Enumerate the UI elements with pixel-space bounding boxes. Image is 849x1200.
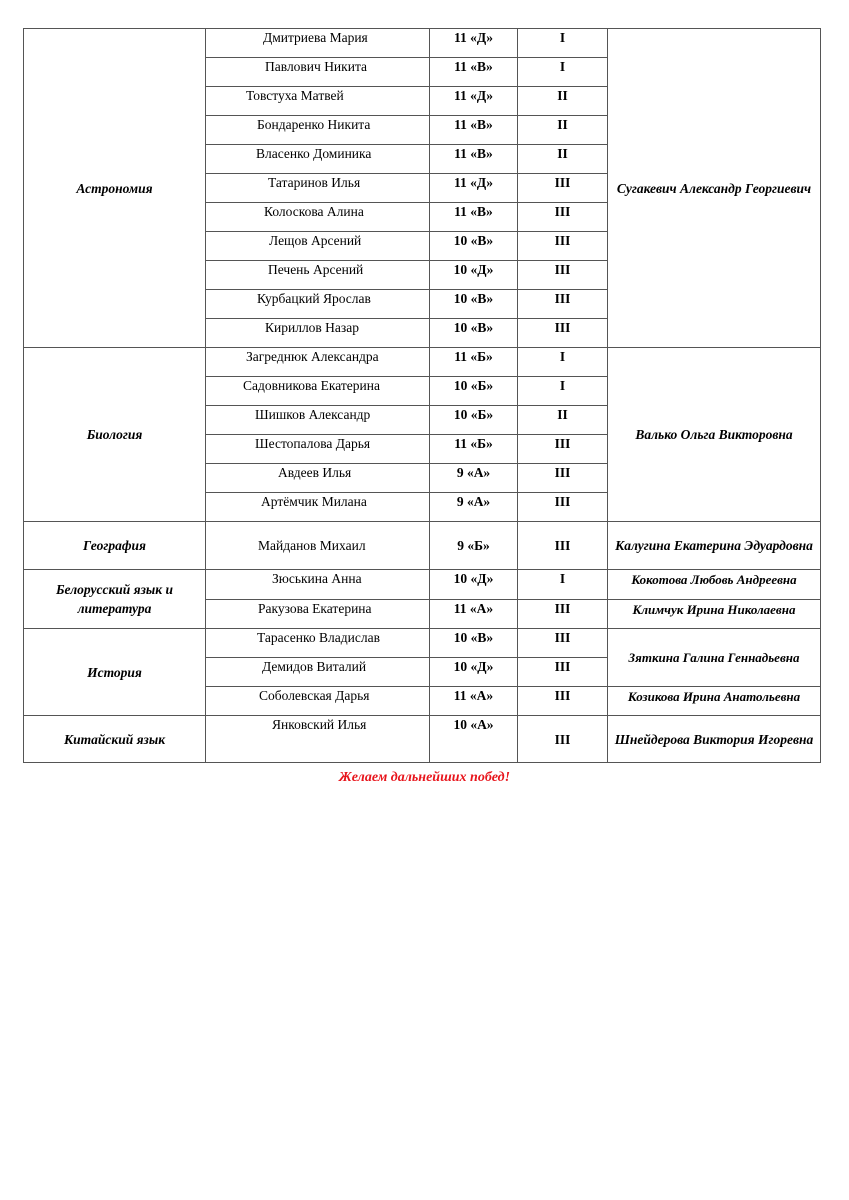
student-name: Курбацкий Ярослав [206, 290, 430, 319]
student-class: 10 «Б» [430, 406, 518, 435]
table-row [24, 629, 821, 658]
student-name: Шестопалова Дарья [206, 435, 430, 464]
student-place: II [518, 116, 608, 145]
student-class: 9 «А» [430, 464, 518, 493]
teacher-cell: Климчук Ирина Николаевна [608, 600, 821, 629]
student-place: II [518, 145, 608, 174]
student-name: Соболевская Дарья [206, 687, 430, 716]
student-class: 11 «Д» [430, 29, 518, 58]
teacher-cell: Валько Ольга Викторовна [608, 348, 821, 522]
olympiad-results-table [23, 28, 821, 763]
student-name: Кириллов Назар [206, 319, 430, 348]
student-class: 11 «Б» [430, 435, 518, 464]
teacher-cell: Кокотова Любовь Андреевна [608, 570, 821, 600]
student-name: Тарасенко Владислав [206, 629, 430, 658]
student-place: III [518, 600, 608, 629]
student-class: 11 «А» [430, 687, 518, 716]
student-place: I [518, 570, 608, 600]
teacher-cell: Козикова Ирина Анатольевна [608, 687, 821, 716]
student-place: I [518, 58, 608, 87]
teacher-cell: Зяткина Галина Геннадьевна [608, 629, 821, 687]
student-place: II [518, 87, 608, 116]
student-name: Павлович Никита [206, 58, 430, 87]
student-name: Ракузова Екатерина [206, 600, 430, 629]
student-class: 11 «В» [430, 203, 518, 232]
student-name: Печень Арсений [206, 261, 430, 290]
student-class: 10 «Д» [430, 261, 518, 290]
student-class: 9 «А» [430, 493, 518, 522]
subject-cell: Биология [24, 348, 206, 522]
student-place: III [518, 232, 608, 261]
student-class: 11 «А» [430, 600, 518, 629]
student-place: II [518, 406, 608, 435]
student-name: Зюськина Анна [206, 570, 430, 600]
table-row [24, 522, 821, 570]
teacher-cell: Сугакевич Александр Георгиевич [608, 29, 821, 348]
student-class: 11 «Б» [430, 348, 518, 377]
table-row [24, 570, 821, 600]
student-name: Колоскова Алина [206, 203, 430, 232]
student-place: III [518, 464, 608, 493]
student-place: III [518, 629, 608, 658]
student-place: III [518, 261, 608, 290]
subject-cell: Астрономия [24, 29, 206, 348]
student-name: Бондаренко Никита [206, 116, 430, 145]
student-place: III [518, 174, 608, 203]
student-class: 10 «В» [430, 629, 518, 658]
teacher-cell: Калугина Екатерина Эдуардовна [608, 522, 821, 570]
subject-cell: История [24, 629, 206, 716]
student-name: Лещов Арсений [206, 232, 430, 261]
student-name: Садовникова Екатерина [206, 377, 430, 406]
student-name: Загреднюк Александра [206, 348, 430, 377]
student-name: Дмитриева Мария [206, 29, 430, 58]
student-class: 11 «Д» [430, 174, 518, 203]
student-class: 10 «В» [430, 290, 518, 319]
student-place: III [518, 687, 608, 716]
table-row [24, 716, 821, 763]
student-name: Товстуха Матвей [206, 87, 430, 116]
student-place: I [518, 348, 608, 377]
student-place: III [518, 493, 608, 522]
student-class: 10 «А» [430, 716, 518, 763]
student-place: III [518, 522, 608, 570]
student-class: 10 «Б» [430, 377, 518, 406]
student-class: 11 «В» [430, 145, 518, 174]
student-class: 10 «В» [430, 319, 518, 348]
student-place: III [518, 203, 608, 232]
student-class: 11 «В» [430, 58, 518, 87]
student-place: I [518, 29, 608, 58]
closing-wish: Желаем дальнейших побед! [338, 770, 511, 785]
student-name: Татаринов Илья [206, 174, 430, 203]
student-class: 9 «Б» [430, 522, 518, 570]
table-row [24, 29, 821, 58]
student-name: Авдеев Илья [206, 464, 430, 493]
student-class: 10 «В» [430, 232, 518, 261]
subject-cell: География [24, 522, 206, 570]
student-place: III [518, 658, 608, 687]
subject-cell: Китайский язык [24, 716, 206, 763]
subject-cell: Белорусский язык и литература [24, 570, 206, 629]
student-class: 11 «Д» [430, 87, 518, 116]
student-name: Власенко Доминика [206, 145, 430, 174]
table-row [24, 348, 821, 377]
student-place: III [518, 319, 608, 348]
student-place: III [518, 716, 608, 763]
student-class: 11 «В» [430, 116, 518, 145]
student-place: III [518, 435, 608, 464]
student-class: 10 «Д» [430, 658, 518, 687]
teacher-cell: Шнейдерова Виктория Игоревна [608, 716, 821, 763]
student-place: I [518, 377, 608, 406]
student-place: III [518, 290, 608, 319]
student-name: Артёмчик Милана [206, 493, 430, 522]
student-class: 10 «Д» [430, 570, 518, 600]
student-name: Шишков Александр [206, 406, 430, 435]
student-name: Демидов Виталий [206, 658, 430, 687]
student-name: Янковский Илья [206, 716, 430, 763]
student-name: Майданов Михаил [206, 522, 430, 570]
